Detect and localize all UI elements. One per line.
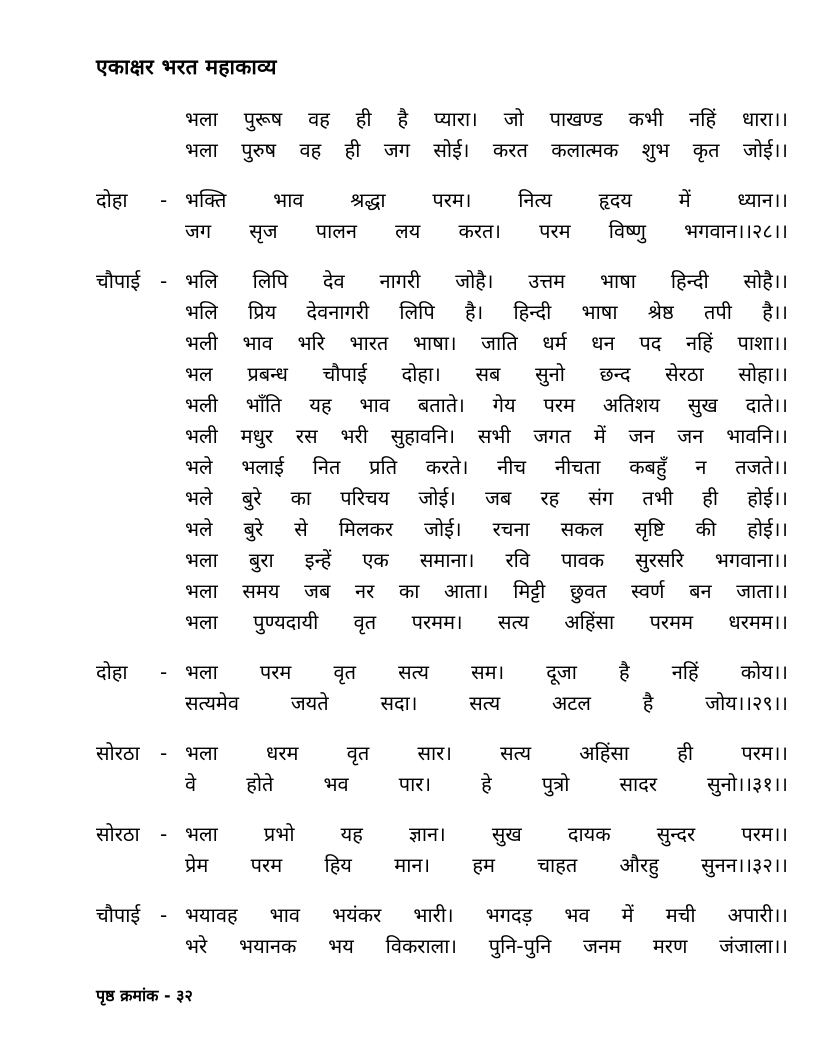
page-number: पृष्ठ क्रमांक - ३२ — [96, 986, 193, 1005]
verse-line: जग सृज पालन लय करत। परम विष्णु भगवान।।२८।। — [185, 219, 788, 243]
stanza — [96, 657, 788, 719]
stanza-label: दोहा — [96, 660, 128, 684]
stanza-verses — [185, 266, 788, 638]
verse-line: भली भाव भरि भारत भाषा। जाति धर्म धन पद नहिं पाशा।। — [185, 331, 788, 355]
stanza-label: सोरठा — [96, 741, 140, 765]
verse-line: भला पुरूष वह ही है प्यारा। जो पाखण्ड कभी नहिं धारा।। — [185, 107, 788, 131]
stanza-dash: - — [160, 822, 168, 846]
stanza-dash: - — [160, 269, 168, 293]
verse-line: भक्ति भाव श्रद्धा परम। नित्य हृदय में ध्यान।। — [185, 188, 788, 212]
stanza-dash: - — [160, 741, 168, 765]
verse-line: भले भलाई नित प्रति करते। नीच नीचता कबहुँ न तजते।। — [185, 455, 788, 479]
stanza — [96, 738, 788, 800]
page-content — [96, 55, 788, 962]
verse-line: भला बुरा इन्हें एक समाना। रवि पावक सुरसरि भगवाना।। — [185, 548, 788, 572]
verse-line: भला परम वृत सत्य सम। दूजा है नहिं कोय।। — [185, 660, 788, 684]
stanza-gutter — [96, 185, 185, 216]
stanza-verses — [185, 738, 788, 800]
verse-line: भलि प्रिय देवनागरी लिपि है। हिन्दी भाषा श्रेष्ठ तपी है।। — [185, 300, 788, 324]
stanza-dash: - — [160, 660, 168, 684]
verse-line: भरे भयानक भय विकराला। पुनि-पुनि जनम मरण जंजाला।। — [185, 934, 788, 958]
stanza-verses — [185, 657, 788, 719]
stanza-label: चौपाई — [96, 903, 141, 927]
stanza — [96, 900, 788, 962]
verse-line: भयावह भाव भयंकर भारी। भगदड़ भव में मची अपारी।। — [185, 903, 788, 927]
verse-line: भलि लिपि देव नागरी जोहै। उत्तम भाषा हिन्दी सोहै।। — [185, 269, 788, 293]
verse-line: भली मधुर रस भरी सुहावनि। सभी जगत में जन जन भावनि।। — [185, 424, 788, 448]
verse-line: भल प्रबन्ध चौपाई दोहा। सब सुनो छन्द सेरठा सोहा।। — [185, 362, 788, 386]
verse-line: भली भाँति यह भाव बताते। गेय परम अतिशय सुख दाते।। — [185, 393, 788, 417]
stanza — [96, 104, 788, 166]
stanza-verses — [185, 104, 788, 166]
verse-line: भला धरम वृत सार। सत्य अहिंसा ही परम।। — [185, 741, 788, 765]
verse-line: प्रेम परम हिय मान। हम चाहत औरहु सुनन।।३२।। — [185, 853, 788, 877]
verse-line: भला प्रभो यह ज्ञान। सुख दायक सुन्दर परम।। — [185, 822, 788, 846]
stanza — [96, 266, 788, 638]
stanza-verses — [185, 185, 788, 247]
verse-line: भला समय जब नर का आता। मिट्टी छुवत स्वर्ण बन जाता।। — [185, 579, 788, 603]
stanza — [96, 185, 788, 247]
stanza-dash: - — [160, 188, 168, 212]
stanza-label: सोरठा — [96, 822, 140, 846]
stanza-label: दोहा — [96, 188, 128, 212]
stanza-label: चौपाई — [96, 269, 141, 293]
stanza-verses — [185, 900, 788, 962]
stanza-gutter — [96, 266, 185, 297]
page-title: एकाक्षर भरत महाकाव्य — [96, 55, 277, 79]
verse-line: भले बुरे से मिलकर जोई। रचना सकल सृष्टि की होई।। — [185, 517, 788, 541]
verse-line: भला पुण्यदायी वृत परमम। सत्य अहिंसा परमम धरमम।। — [185, 610, 788, 634]
verse-line: भला पुरुष वह ही जग सोई। करत कलात्मक शुभ कृत जोई।। — [185, 138, 788, 162]
stanza-gutter — [96, 738, 185, 769]
stanza-gutter — [96, 900, 185, 931]
stanza-gutter — [96, 819, 185, 850]
verse-line: सत्यमेव जयते सदा। सत्य अटल है जोय।।२९।। — [185, 691, 788, 715]
stanza-gutter — [96, 657, 185, 688]
verse-line: वे होते भव पार। हे पुत्रो सादर सुनो।।३१।। — [185, 772, 788, 796]
stanza — [96, 819, 788, 881]
stanza-dash: - — [160, 903, 168, 927]
verse-line: भले बुरे का परिचय जोई। जब रह संग तभी ही होई।। — [185, 486, 788, 510]
stanza-verses — [185, 819, 788, 881]
